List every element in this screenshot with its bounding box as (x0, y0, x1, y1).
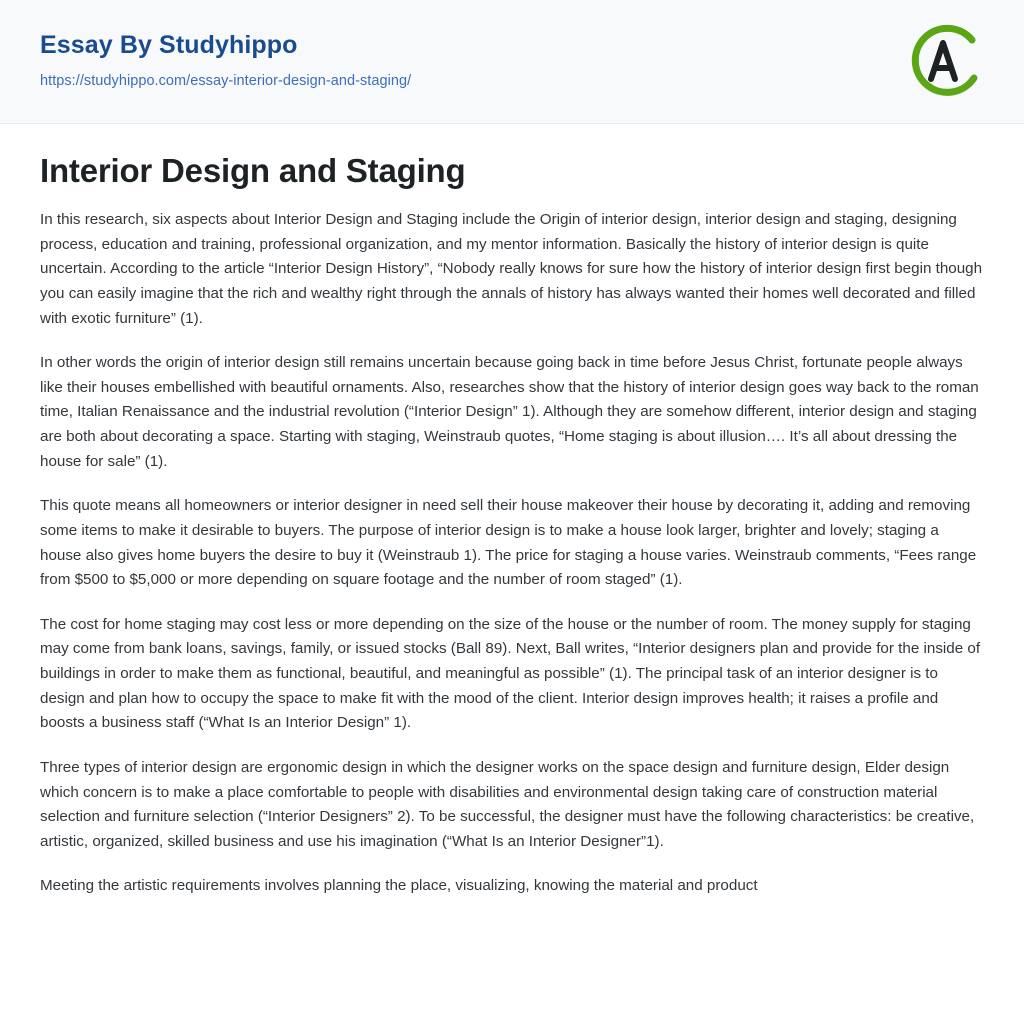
page-title: Interior Design and Staging (40, 152, 466, 189)
site-brand-title: Essay By Studyhippo (40, 31, 298, 59)
article-body (0, 124, 1024, 899)
studyhippo-a-logo-icon (904, 22, 982, 100)
paragraph: Three types of interior design are ergonomic design in which the designer works on the space design and furniture design, Elder design which concern is to make a place comfortable to people with disabilities and environmental design taking care of construction material selection and furniture selection (“Interior Designers” 2). To be successful, the designer must have the following characteristics: be creative, artistic, organized, skilled business and use his imagination (“What Is an Interior Designer”1). (40, 758, 975, 850)
site-url[interactable]: https://studyhippo.com/essay-interior-design-and-staging/ (40, 72, 412, 89)
paragraph: This quote means all homeowners or interior designer in need sell their house makeover their house by decorating it, adding and removing some items to make it desirable to buyers. The purpose of interior design is to make a house look larger, brighter and lovely; staging a house also gives home buyers the desire to buy it (Weinstraub 1). The price for staging a house varies. Weinstraub comments, “Fees range from $500 to $5,000 or more depending on square footage and the number of room staged” (1). (40, 497, 977, 589)
site-header (0, 0, 1024, 124)
paragraph: In other words the origin of interior design still remains uncertain because going back in time before Jesus Christ, fortunate people always like their houses embellished with beautiful ornaments. Also, researches show that the history of interior design goes way back to the roman time, Italian Renaissance and the industrial revolution (“Interior Design” 1). Although they are somehow different, interior design and staging are both about decorating a space. Starting with staging, Weinstraub quotes, “Home staging is about illusion…. It’s all about dressing the house for sale” (1). (40, 354, 979, 470)
paragraph: Meeting the artistic requirements involves planning the place, visualizing, knowing the material and product (40, 877, 758, 895)
paragraph: The cost for home staging may cost less or more depending on the size of the house or the number of room. The money supply for staging may come from bank loans, savings, family, or issued stocks (Ball 89). Next, Ball writes, “Interior designers plan and provide for the inside of buildings in order to make them as functional, beautiful, and meaningful as possible” (1). The principal task of an interior designer is to design and plan how to occupy the space to make fit with the mood of the client. Interior design improves health; it raises a profile and boosts a business staff (“What Is an Interior Design” 1). (40, 615, 981, 732)
paragraph: In this research, six aspects about Interior Design and Staging include the Origin of interior design, interior design and staging, designing process, education and training, professional organization, and my mentor information. Basically the history of interior design is quite uncertain. According to the article “Interior Design History”, “Nobody really knows for sure how the history of interior design first begin though you can easily imagine that the rich and wealthy right through the annals of history has always wanted their homes well decorated and filled with exotic furniture” (1). (40, 211, 983, 327)
